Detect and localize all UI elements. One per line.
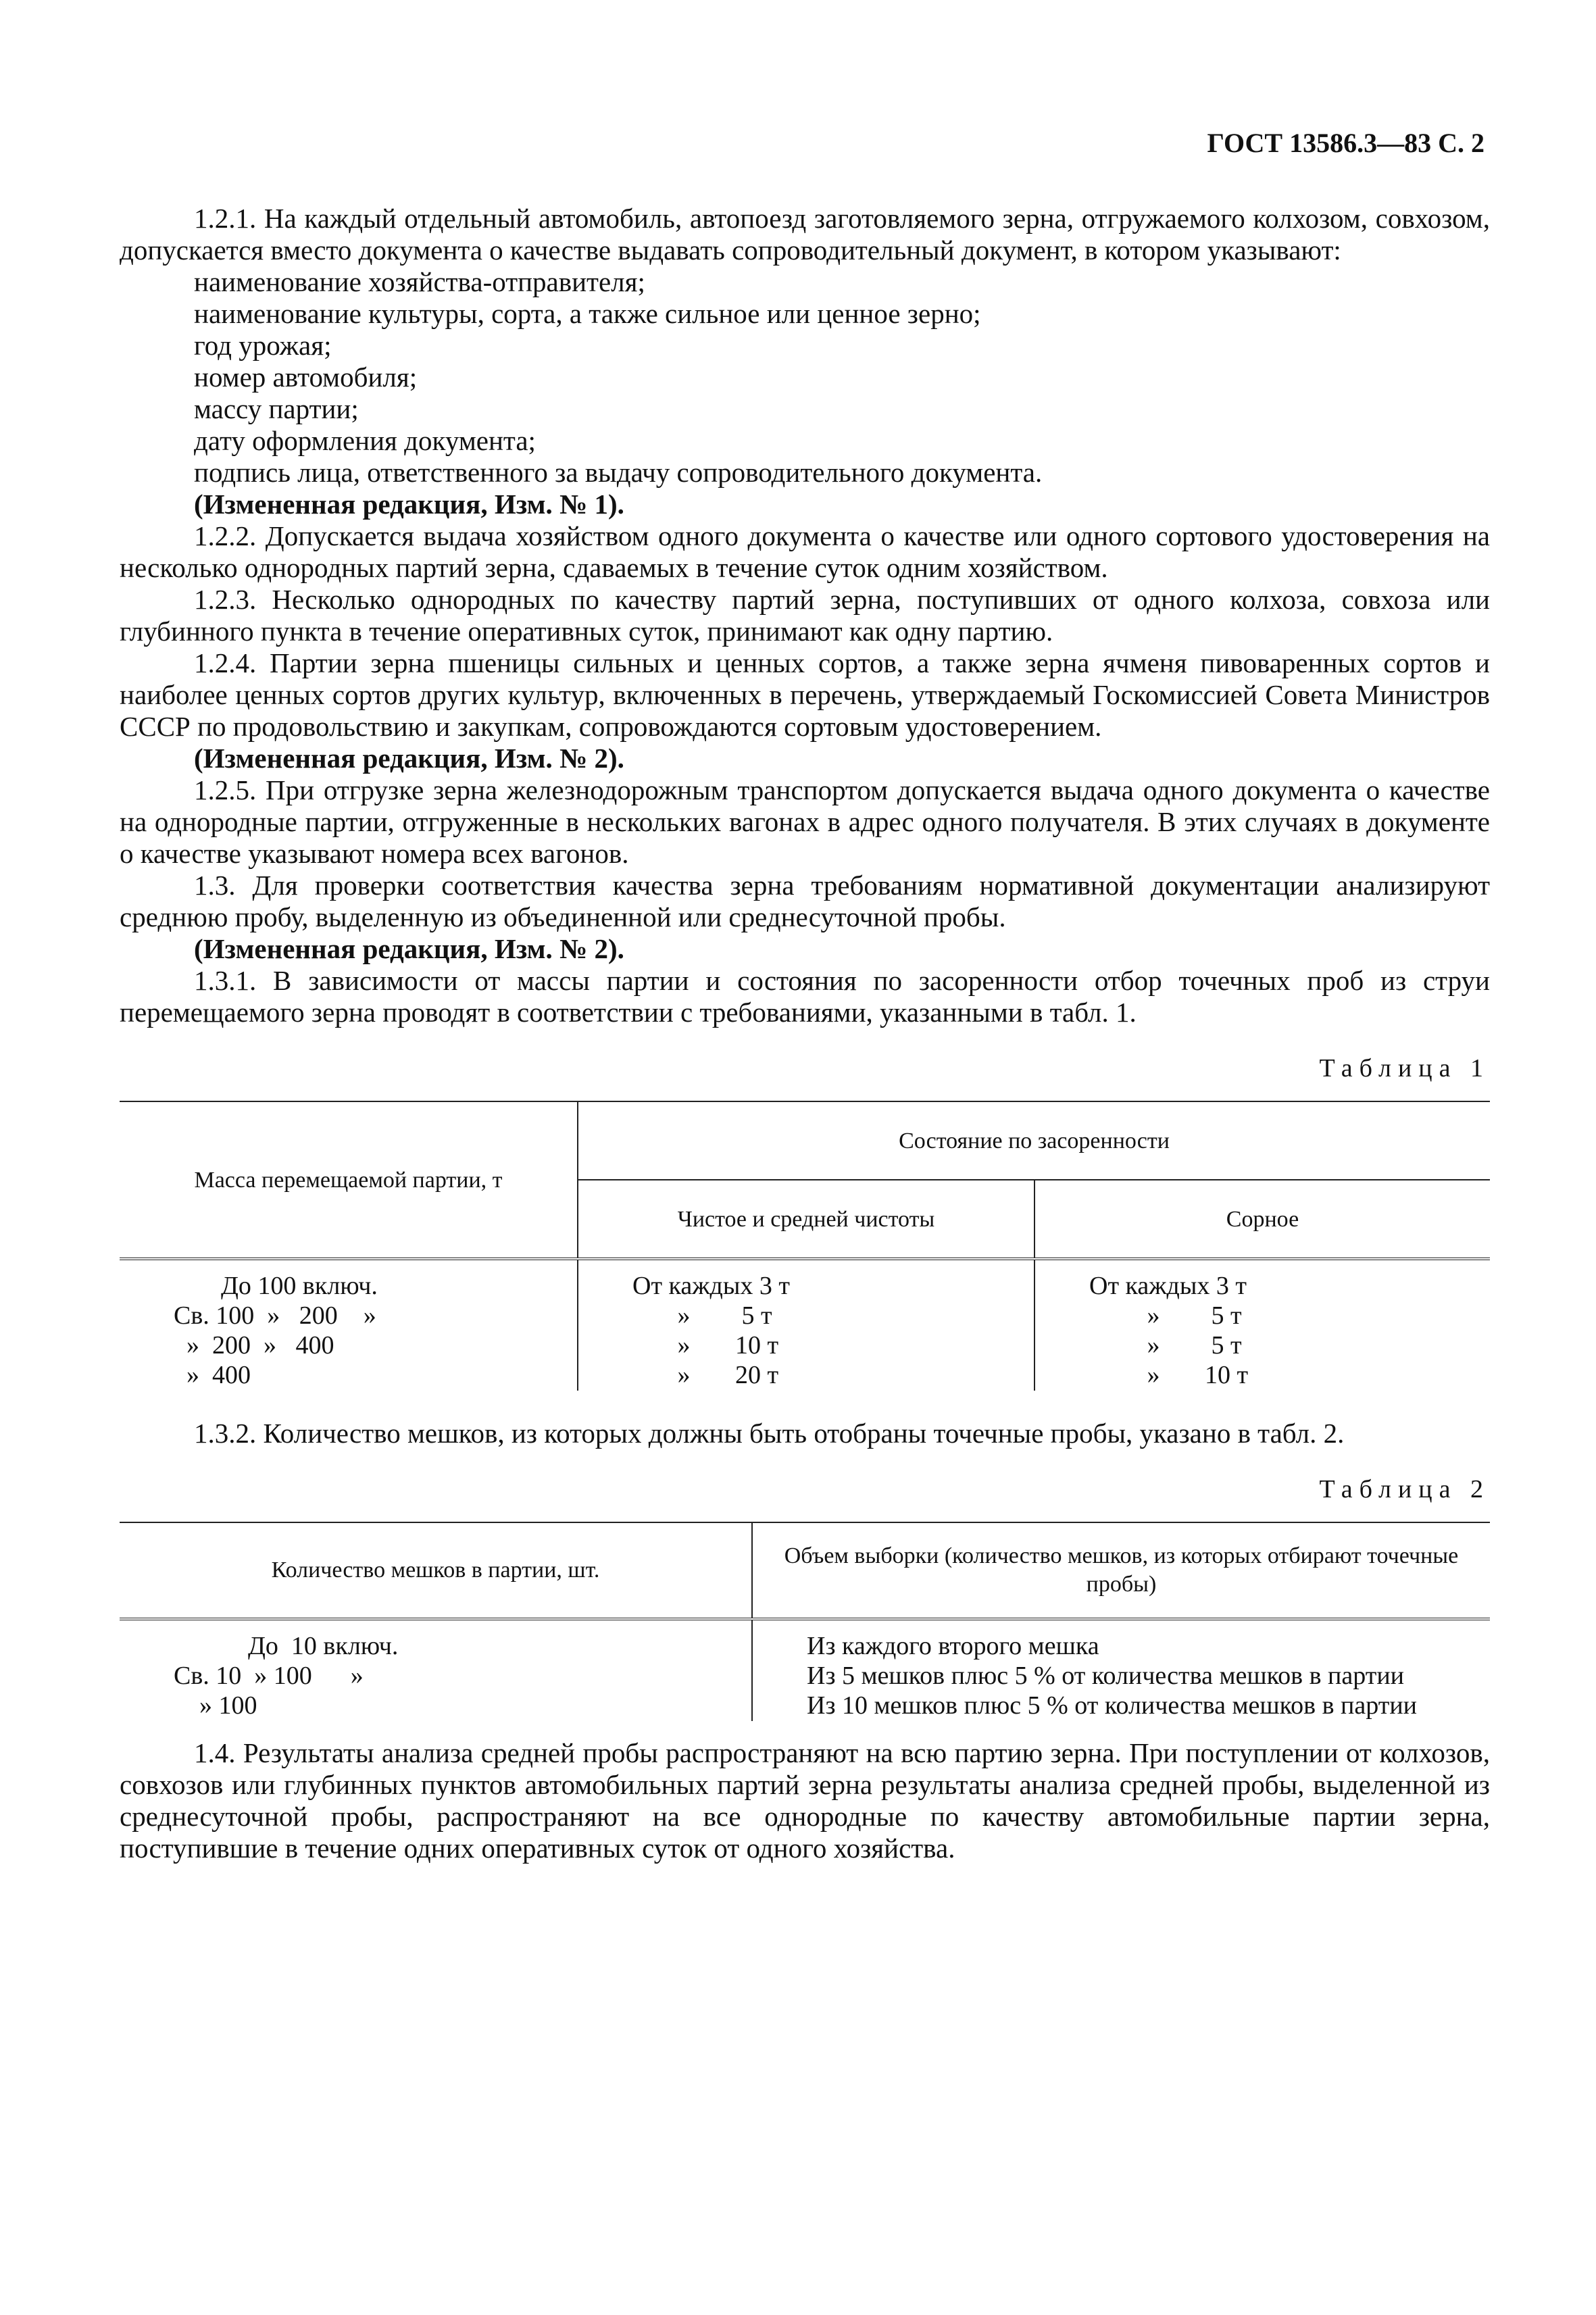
list-item: подпись лица, ответственного за выдачу сопроводительного документа. [194, 457, 1043, 488]
table-1-title: Таблица 1 [1319, 1054, 1490, 1082]
table-row [120, 1619, 1490, 1721]
paragraph-1-4: 1.4. Результаты анализа средней пробы распространяют на всю партию зерна. При поступлении от колхозов, совхозов или глубинных пунктов автомобильных партий зерна результаты анализа средней пробы, выделенной из среднесуточной пробы, распространяют на все однородные по качеству автомобильные партии зерна, поступившие в течение одних оперативных суток от одного хозяйства. [120, 1737, 1490, 1864]
list-item: дату оформления документа; [194, 425, 536, 456]
list-item: номер автомобиля; [194, 362, 418, 393]
table-1-mass-cell: До 100 включ. Св. 100 » 200 » » 200 » 400 » 400 [174, 1272, 378, 1389]
paragraph-1-2-5: 1.2.5. При отгрузке зерна железнодорожным транспортом допускается выдача одного документа о качестве на однородные партии, отгруженные в нескольких вагонах в адрес одного получателя. В этих случаях в документе о качестве указывают номера всех вагонов. [120, 774, 1490, 869]
paragraph-1-2-1: 1.2.1. На каждый отдельный автомобиль, автопоезд заготовляемого зерна, отгружаемого колхозом, совхозом, допускается вместо документа о качестве выдавать сопроводительный документ, в котором указывают: [120, 203, 1490, 266]
list-item: массу партии; [194, 393, 359, 424]
paragraph-1-3-1: 1.3.1. В зависимости от массы партии и состояния по засоренности отбор точечных проб из струи перемещаемого зерна проводят в соответствии с требованиями, указанными в табл. 1. [120, 965, 1490, 1028]
list-item: наименование хозяйства-отправителя; [194, 266, 645, 297]
table-1 [120, 1101, 1490, 1391]
table-1-header-state: Состояние по засоренности [578, 1101, 1490, 1180]
table-row [120, 1259, 1490, 1391]
page-header: ГОСТ 13586.3—83 С. 2 [1207, 128, 1485, 158]
paragraph-1-3-2: 1.3.2. Количество мешков, из которых должны быть отобраны точечные пробы, указано в табл. 2. [194, 1418, 1345, 1449]
table-1-header-dirty: Сорное [1034, 1180, 1490, 1259]
table-2-count-cell: До 10 включ. Св. 10 » 100 » » 100 [174, 1632, 399, 1720]
paragraph-1-3: 1.3. Для проверки соответствия качества зерна требованиям нормативной документации анализируют среднюю пробу, выделенную из объединенной или среднесуточной пробы. [120, 870, 1490, 932]
amendment-note: (Измененная редакция, Изм. № 2). [194, 743, 624, 774]
table-2-header-count: Количество мешков в партии, шт. [120, 1522, 752, 1619]
amendment-note: (Измененная редакция, Изм. № 2). [194, 933, 624, 964]
table-1-dirty-cell: От каждых 3 т » 5 т » 5 т » 10 т [1034, 1259, 1490, 1391]
table-1-header-mass: Масса перемещаемой партии, т [120, 1101, 578, 1259]
list-item: год урожая; [194, 330, 332, 361]
table-2-title: Таблица 2 [1319, 1475, 1490, 1503]
table-2-header-sample: Объем выборки (количество мешков, из которых отбирают точечные пробы) [752, 1522, 1490, 1619]
document-body [120, 203, 1490, 1864]
table-1-clean-cell: От каждых 3 т » 5 т » 10 т » 20 т [578, 1259, 1034, 1391]
paragraph-1-2-3: 1.2.3. Несколько однородных по качеству партий зерна, поступивших от одного колхоза, совхоза или глубинного пункта в течение оперативных суток, принимают как одну партию. [120, 584, 1490, 647]
amendment-note: (Измененная редакция, Изм. № 1). [194, 489, 624, 520]
table-2-sample-cell: Из каждого второго мешка Из 5 мешков плюс 5 % от количества мешков в партии Из 10 мешков плюс 5 % от количества мешков в партии [752, 1619, 1490, 1721]
table-1-header-clean: Чистое и средней чистоты [578, 1180, 1034, 1259]
table-2 [120, 1522, 1490, 1721]
list-item: наименование культуры, сорта, а также сильное или ценное зерно; [194, 298, 981, 329]
paragraph-1-2-4: 1.2.4. Партии зерна пшеницы сильных и ценных сортов, а также зерна ячменя пивоваренных сортов и наиболее ценных сортов других культур, включенных в перечень, утверждаемый Госкомиссией Совета Министров СССР по продовольствию и закупкам, сопровождаются сортовым удостоверением. [120, 647, 1490, 742]
paragraph-1-2-2: 1.2.2. Допускается выдача хозяйством одного документа о качестве или одного сортового удостоверения на несколько однородных партий зерна, сдаваемых в течение суток одним хозяйством. [120, 520, 1490, 583]
